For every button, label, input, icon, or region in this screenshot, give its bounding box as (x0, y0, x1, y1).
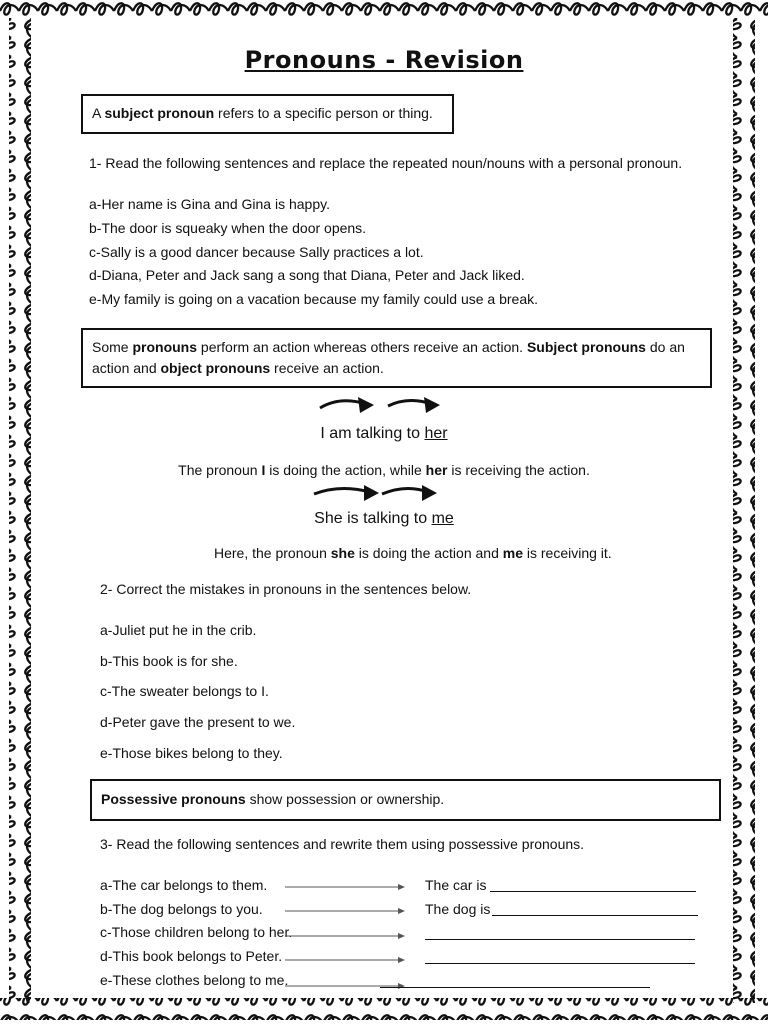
answer-blank[interactable] (425, 939, 695, 940)
box3-text: show possession or ownership. (245, 791, 445, 807)
q3-answer-prompt: The car is (425, 877, 487, 893)
q3-item: a-The car belongs to them. (100, 877, 268, 893)
box2-keyword: pronouns (132, 339, 198, 355)
explanation-keyword: her (425, 462, 448, 478)
example2-explanation (214, 545, 612, 561)
box2-text: perform an action whereas others receive an action. (197, 339, 527, 355)
explanation-text: Here, the pronoun (214, 545, 331, 561)
q1-instruction: 1- Read the following sentences and replace the repeated noun/nouns with a personal pronoun. (89, 155, 683, 171)
q1-item: e-My family is going on a vacation because my family could use a break. (89, 291, 538, 307)
possessive-pronoun-box (90, 779, 721, 821)
q1-item: b-The door is squeaky when the door opens. (89, 220, 367, 236)
q2-item: c-The sweater belongs to I. (100, 683, 269, 699)
explanation-text: The pronoun (178, 462, 262, 478)
q2-item: a-Juliet put he in the crib. (100, 622, 257, 638)
box3-keyword: Possessive pronouns (101, 791, 246, 807)
explanation-text: is receiving the action. (447, 462, 590, 478)
box1-keyword: subject pronoun (104, 105, 215, 121)
example2-object: me (431, 510, 454, 527)
answer-blank[interactable] (425, 963, 695, 964)
q3-answer-prompt: The dog is (425, 901, 491, 917)
q1-item: d-Diana, Peter and Jack sang a song that Diana, Peter and Jack liked. (89, 267, 525, 283)
page-title: Pronouns - Revision (244, 46, 524, 74)
explanation-text: is doing the action and (354, 545, 503, 561)
q2-item: e-Those bikes belong to they. (100, 745, 283, 761)
explanation-text: is doing the action, while (265, 462, 426, 478)
q3-item: b-The dog belongs to you. (100, 901, 263, 917)
q3-instruction: 3- Read the following sentences and rewrite them using possessive pronouns. (100, 836, 585, 852)
answer-blank[interactable] (490, 891, 696, 892)
q3-item: c-Those children belong to her. (100, 924, 293, 940)
subject-object-pronoun-box (81, 328, 712, 388)
example2-sentence (0, 510, 768, 528)
box2-keyword: Subject pronouns (526, 339, 646, 355)
q2-instruction: 2- Correct the mistakes in pronouns in the sentences below. (100, 581, 472, 597)
q1-item: c-Sally is a good dancer because Sally practices a lot. (89, 244, 424, 260)
explanation-keyword: I (261, 462, 266, 478)
q2-item: b-This book is for she. (100, 653, 238, 669)
q3-item: e-These clothes belong to me. (100, 972, 289, 988)
explanation-keyword: me (502, 545, 523, 561)
example1-explanation (0, 462, 768, 478)
subject-pronoun-definition-box (81, 94, 454, 134)
q3-item: d-This book belongs to Peter. (100, 948, 283, 964)
example1-object: her (424, 425, 448, 442)
example2-subject-text: She is talking to (314, 510, 432, 527)
answer-blank[interactable] (380, 987, 650, 988)
box2-keyword: object pronouns (160, 360, 271, 376)
example1-sentence (0, 425, 768, 443)
explanation-keyword: she (330, 545, 355, 561)
q2-item: d-Peter gave the present to we. (100, 714, 296, 730)
example1-subject-text: I am talking to (320, 425, 425, 442)
box1-text: refers to a specific person or thing. (214, 105, 433, 121)
box1-text: A (92, 105, 105, 121)
answer-blank[interactable] (492, 915, 698, 916)
box2-text: Some (92, 339, 133, 355)
box2-text: receive an action. (270, 360, 384, 376)
q1-item: a-Her name is Gina and Gina is happy. (89, 196, 330, 212)
box2-text: do an action and (92, 339, 685, 376)
explanation-text: is receiving it. (523, 545, 612, 561)
